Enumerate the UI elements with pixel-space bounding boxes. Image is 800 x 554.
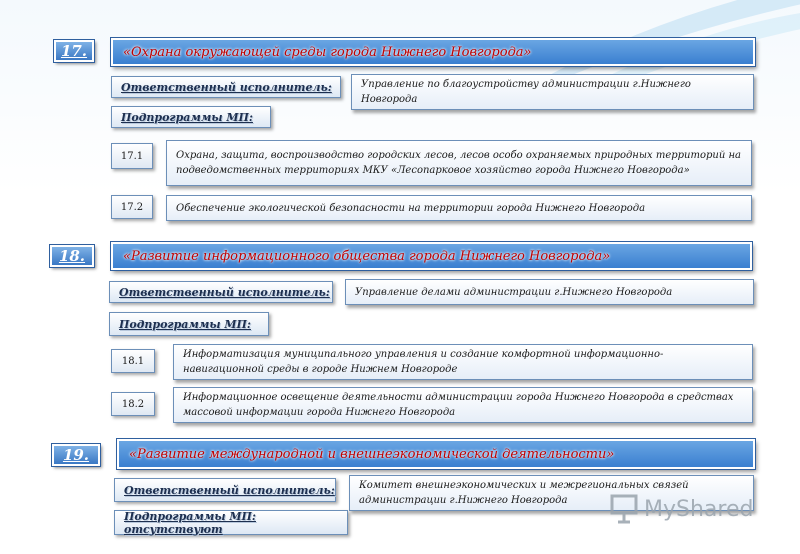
section-17-subprograms-label: Подпрограммы МП: [111,106,271,128]
subprogram-17-1-code: 17.1 [111,143,153,169]
section-19-title: «Развитие международной и внешнеэкономической деятельности» [117,439,755,469]
section-17-title: «Охрана окружающей среды города Нижнего Новгорода» [111,38,755,66]
section-18-number: 18. [50,245,94,267]
section-19-responsible-value: Комитет внешнеэкономических и межрегиональных связей администрации г.Нижнего Новгорода [349,475,754,511]
watermark-text: MyShared [644,496,754,522]
section-17-responsible-value: Управление по благоустройству администрации г.Нижнего Новгорода [351,74,754,110]
section-17-number: 17. [54,40,94,62]
presentation-icon [610,494,638,524]
section-18-responsible-value: Управление делами администрации г.Нижнего Новгорода [345,279,754,305]
section-18-subprograms-label: Подпрограммы МП: [109,312,269,336]
section-18-responsible-label: Ответственный исполнитель: [109,281,333,303]
section-18-title: «Развитие информационного общества города Нижнего Новгорода» [111,242,752,270]
subprogram-18-1-text: Информатизация муниципального управления и создание комфортной информационно-навигационной среды в городе Нижнем Новгороде [173,344,753,380]
subprogram-18-2-text: Информационное освещение деятельности администрации города Нижнего Новгорода в средствах массовой информации города Нижнего Новгорода [173,387,753,423]
subprogram-18-1-code: 18.1 [111,349,155,373]
section-19-responsible-label: Ответственный исполнитель: [114,478,336,502]
subprogram-17-1-text: Охрана, защита, воспроизводство городских лесов, лесов особо охраняемых природных территорий на подведомственных территориях МКУ «Лесопарковое хозяйство города Нижнего Новгорода» [166,140,752,186]
section-19-subprograms-label: Подпрограммы МП: отсутствуют [114,510,348,535]
subprogram-17-2-text: Обеспечение экологической безопасности на территории города Нижнего Новгорода [166,195,752,221]
subprogram-17-2-code: 17.2 [111,195,153,219]
watermark [610,492,753,526]
section-17-responsible-label: Ответственный исполнитель: [111,76,341,98]
section-19-number: 19. [52,444,100,466]
subprogram-18-2-code: 18.2 [111,392,155,416]
